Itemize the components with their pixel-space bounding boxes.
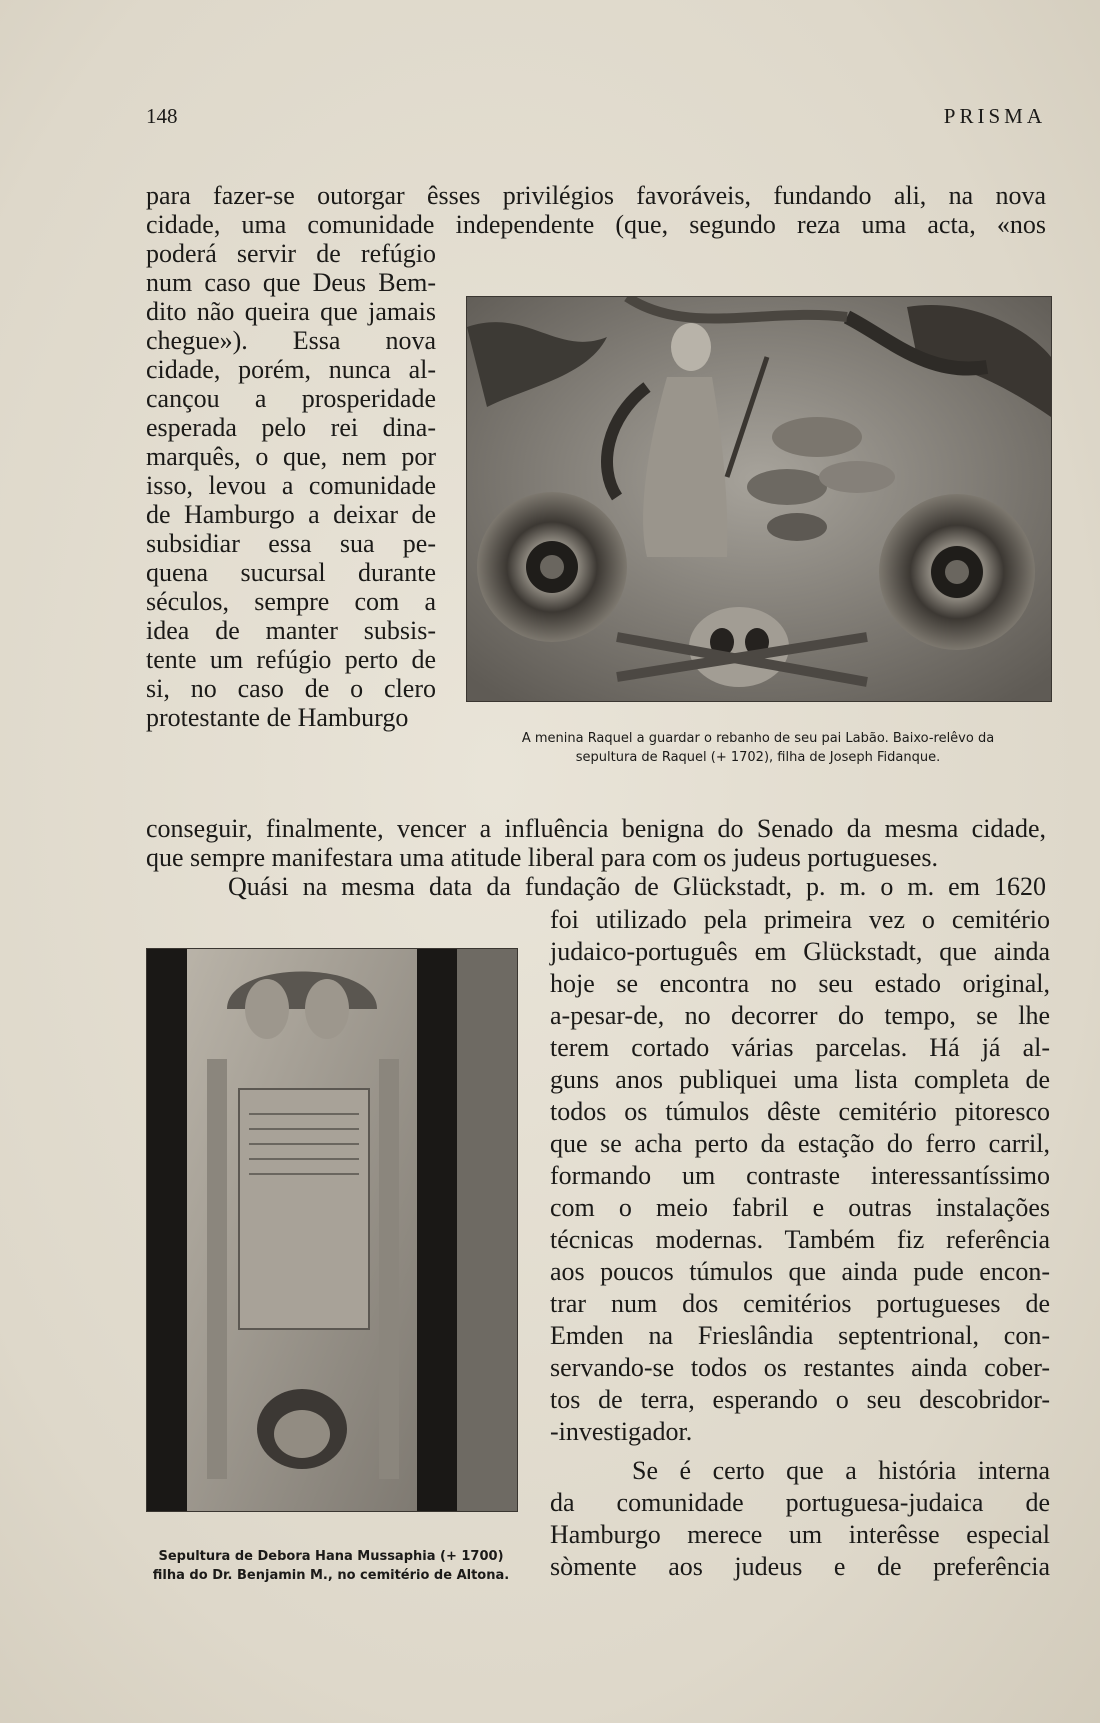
text-line: dito não queira que jamais [146,297,436,326]
text-line: com o meio fabril e outras instalações [550,1193,1050,1222]
figure-caption-top [466,729,1050,767]
text-line: a-pesar-de, no decorrer do tempo, se lhe [550,1001,1050,1030]
text-line: que se acha perto da estação do ferro carril, [550,1129,1050,1158]
text-line: hoje se encontra no seu estado original, [550,969,1050,998]
text-line: Se é certo que a história interna [632,1456,1050,1485]
text-line: isso, levou a comunidade [146,471,436,500]
text-line: -investigador. [550,1417,693,1446]
text-line: foi utilizado pela primeira vez o cemitério [550,905,1050,934]
tombstone-photo [146,948,518,1512]
text-line: servando-se todos os restantes ainda cober- [550,1353,1050,1382]
caption-line: filha do Dr. Benjamin M., no cemitério de Altona. [152,1568,510,1583]
text-line: cidade, porém, nunca al- [146,355,436,384]
caption-line: sepultura de Raquel (+ 1702), filha de Joseph Fidanque. [575,750,941,765]
text-line: si, no caso de o clero [146,674,436,703]
text-line: Quási na mesma data da fundação de Glückstadt, p. m. o m. em 1620 [228,872,1046,901]
text-line: técnicas modernas. Também fiz referência [550,1225,1050,1254]
text-line: tente um refúgio perto de [146,645,436,674]
text-line: que sempre manifestara uma atitude liberal para com os judeus portugueses. [146,843,939,872]
text-line: todos os túmulos dêste cemitério pitoresco [550,1097,1050,1126]
running-head: PRISMA [943,104,1046,128]
text-line: judaico-português em Glückstadt, que ainda [550,937,1050,966]
text-line: Emden na Frieslândia septentrional, con- [550,1321,1050,1350]
text-line: tos de terra, esperando o seu descobridor- [550,1385,1050,1414]
text-line: quena sucursal durante [146,558,436,587]
text-line: séculos, sempre com a [146,587,436,616]
text-line: trar num dos cemitérios portugueses de [550,1289,1050,1318]
text-line: chegue»). Essa nova [146,326,436,355]
text-line: da comunidade portuguesa-judaica de [550,1488,1050,1517]
text-line: esperada pelo rei dina- [146,413,436,442]
text-line: aos poucos túmulos que ainda pude encon- [550,1257,1050,1286]
page-number: 148 [146,104,178,128]
bas-relief-illustration [467,297,1051,701]
caption-line: Sepultura de Debora Hana Mussaphia (+ 1700) [158,1549,504,1564]
text-line: de Hamburgo a deixar de [146,500,436,529]
text-line: subsidiar essa sua pe- [146,529,436,558]
text-line: poderá servir de refúgio [146,239,436,268]
figure-caption-bottom [146,1547,516,1585]
bas-relief-photo [466,296,1052,702]
text-line: formando um contraste interessantíssimo [550,1161,1050,1190]
text-line: sòmente aos judeus e de preferência [550,1552,1050,1581]
text-line: idea de manter subsis- [146,616,436,645]
text-line: cançou a prosperidade [146,384,436,413]
text-line: cidade, uma comunidade independente (que, segundo reza uma acta, «nos [146,210,1046,239]
text-line: Hamburgo merece um interêsse especial [550,1520,1050,1549]
text-line: num caso que Deus Bem- [146,268,436,297]
text-line: guns anos publiquei uma lista completa de [550,1065,1050,1094]
caption-line: A menina Raquel a guardar o rebanho de seu pai Labão. Baixo-relêvo da [521,731,995,746]
text-line: conseguir, finalmente, vencer a influência benigna do Senado da mesma cidade, [146,814,1046,843]
text-line: protestante de Hamburgo [146,703,409,732]
text-line: para fazer-se outorgar êsses privilégios favoráveis, fundando ali, na nova [146,181,1046,210]
tombstone-illustration [147,949,517,1511]
text-line: marquês, o que, nem por [146,442,436,471]
text-line: terem cortado várias parcelas. Há já al- [550,1033,1050,1062]
page-header [146,104,1046,130]
